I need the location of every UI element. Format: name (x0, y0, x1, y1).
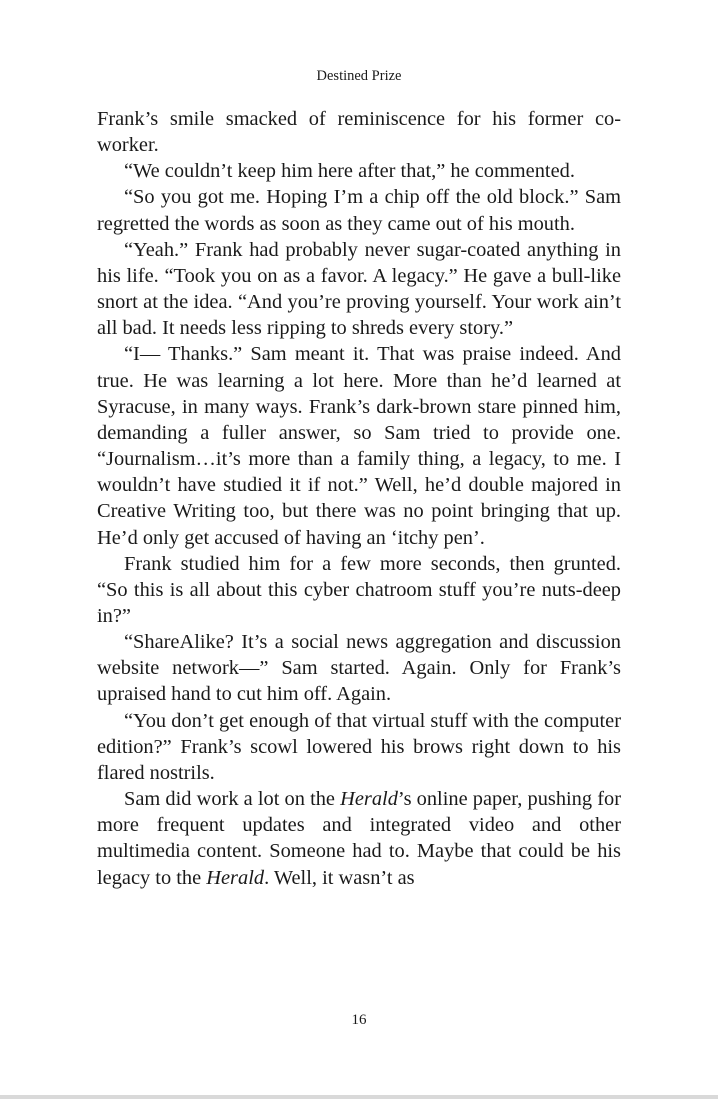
text-run: ’s online paper, pushing for more frequent updates and integrated video and other multimedia content. Someone had to. Maybe that could be his legacy to the (97, 788, 621, 889)
text-run: Frank studied him for a few more seconds, then grunted. “So this is all about this cyber chatroom stuff you’re nuts-deep in?” (97, 552, 621, 627)
text-run: “Yeah.” Frank had probably never sugar-coated anything in his life. “Took you on as a favor. A legacy.” He gave a bull-like snort at the idea. “And you’re proving yourself. Your work ain’t all bad. It needs less ripping to shreds every story.” (97, 238, 621, 340)
running-header: Destined Prize (316, 68, 402, 84)
paragraph (97, 708, 621, 786)
paragraph (97, 158, 621, 184)
paragraph (97, 551, 621, 629)
text-run: “We couldn’t keep him here after that,” he commented. (124, 160, 575, 183)
text-run: Sam did work a lot on the (124, 788, 341, 811)
text-run: Frank’s smile smacked of reminiscence for his former co-worker. (97, 108, 621, 157)
text-run: “I— Thanks.” Sam meant it. That was praise indeed. And true. He was learning a lot here. More than he’d learned at Syracuse, in many ways. Frank’s dark-brown stare pinned him, demanding a fuller answer, so Sam tried to provide one. “Journalism…it’s more than a family thing, a legacy, to me. I wouldn’t have studied it if not.” Well, he’d double majored in Creative Writing too, but there was no point bringing that up. He’d only get accused of having an ‘itchy pen’. (97, 343, 621, 549)
paragraph (97, 629, 621, 707)
paragraph (97, 786, 621, 891)
page-number: 16 (351, 1012, 367, 1028)
text-run: . Well, it wasn’t as (264, 866, 415, 889)
paragraph (97, 237, 621, 342)
text-run: “ShareAlike? It’s a social news aggregation and discussion website network—” Sam started. Again. Only for Frank’s upraised hand to cut him off. Again. (97, 631, 621, 706)
paragraph (97, 106, 621, 158)
paragraph (97, 341, 621, 550)
page-edge-divider (0, 1095, 718, 1099)
body-text (97, 106, 621, 891)
paragraph (97, 184, 621, 236)
text-run: “So you got me. Hoping I’m a chip off the old block.” Sam regretted the words as soon as they came out of his mouth. (97, 186, 621, 235)
text-run: “You don’t get enough of that virtual stuff with the computer edition?” Frank’s scowl lowered his brows right down to his flared nostrils. (97, 709, 621, 784)
italic-title: Herald (206, 866, 265, 889)
italic-title: Herald (340, 788, 398, 811)
